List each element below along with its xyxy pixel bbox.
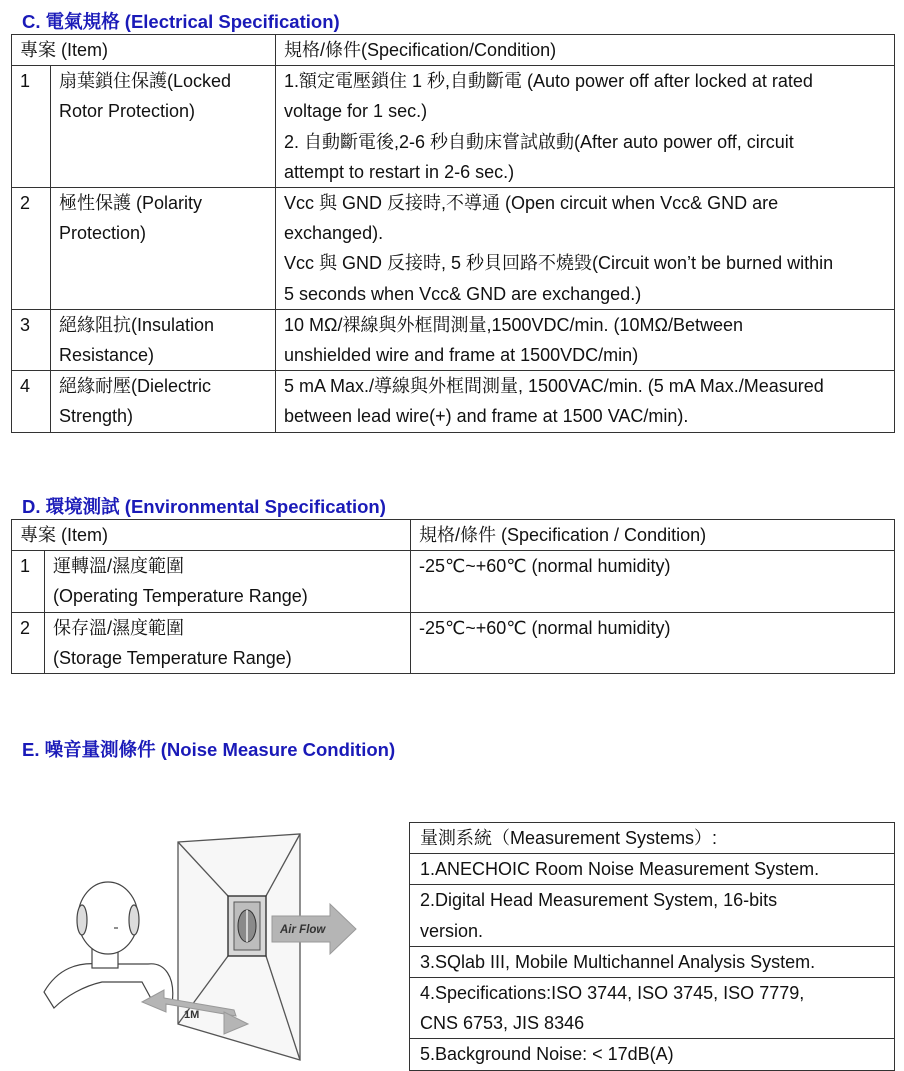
item-cell — [45, 551, 411, 612]
item-line: Protection) — [59, 223, 147, 244]
header-item: 專案 (Item) — [12, 35, 276, 66]
row-number: 3 — [12, 309, 51, 370]
fan-icon — [228, 896, 266, 956]
item-cell — [51, 66, 276, 188]
table-row — [12, 188, 895, 310]
item-line: 保存溫/濕度範圍 — [53, 617, 185, 638]
header-spec: 規格/條件(Specification/Condition) — [276, 35, 895, 66]
table-row — [410, 1039, 895, 1070]
system-item: 3.SQlab III, Mobile Multichannel Analysis System. — [410, 946, 895, 977]
system-line: CNS 6753, JIS 8346 — [420, 1013, 585, 1034]
table-row — [410, 823, 895, 854]
spec-line: 5 seconds when Vcc& GND are exchanged.) — [284, 283, 642, 304]
system-line: 2.Digital Head Measurement System, 16-bits — [420, 890, 778, 911]
spec-line: between lead wire(+) and frame at 1500 VAC/min). — [284, 406, 689, 427]
item-line: Rotor Protection) — [59, 101, 196, 122]
table-row — [410, 885, 895, 946]
item-line: (Storage Temperature Range) — [53, 647, 292, 668]
table-row — [410, 978, 895, 1039]
system-item: 1.ANECHOIC Room Noise Measurement System. — [410, 854, 895, 885]
spec-line: 1.額定電壓鎖住 1 秒,自動斷電 (Auto power off after locked at rated — [284, 71, 813, 92]
environmental-spec-table — [11, 519, 895, 674]
section-c-title: C. 電氣規格 (Electrical Specification) — [22, 11, 340, 32]
spec-line: 10 MΩ/裸線與外框間測量,1500VDC/min. (10MΩ/Between — [284, 314, 744, 335]
noise-measurement-diagram — [38, 828, 378, 1068]
header-item: 專案 (Item) — [12, 520, 411, 551]
table-header-row — [12, 35, 895, 66]
spec-line: exchanged). — [284, 223, 384, 244]
system-item — [410, 978, 895, 1039]
system-item — [410, 885, 895, 946]
table-row — [12, 551, 895, 612]
row-number: 2 — [12, 612, 45, 673]
system-item: 5.Background Noise: < 17dB(A) — [410, 1039, 895, 1070]
spec-cell — [276, 309, 895, 370]
spec-cell: -25℃~+60℃ (normal humidity) — [411, 612, 895, 673]
spec-line: 5 mA Max./導線與外框間測量, 1500VAC/min. (5 mA Max./Measured — [284, 376, 824, 397]
spec-line: voltage for 1 sec.) — [284, 101, 428, 122]
row-number: 4 — [12, 371, 51, 432]
item-line: Resistance) — [59, 345, 155, 366]
header-spec: 規格/條件 (Specification / Condition) — [411, 520, 895, 551]
item-line: 極性保護 (Polarity — [59, 193, 203, 214]
table-header-row — [12, 520, 895, 551]
table-row — [410, 854, 895, 885]
spec-cell: -25℃~+60℃ (normal humidity) — [411, 551, 895, 612]
distance-label: 1M — [184, 1009, 200, 1021]
head-figure-icon — [44, 882, 173, 1008]
system-line: 4.Specifications:ISO 3744, ISO 3745, ISO 7779, — [420, 983, 805, 1004]
spec-line: unshielded wire and frame at 1500VDC/min) — [284, 345, 639, 366]
item-cell — [51, 309, 276, 370]
item-line: (Operating Temperature Range) — [53, 586, 308, 607]
item-line: 運轉溫/濕度範圍 — [53, 556, 185, 577]
row-number: 1 — [12, 551, 45, 612]
spec-line: 2. 自動斷電後,2-6 秒自動床嘗試啟動(After auto power off, circuit — [284, 131, 794, 152]
table-row — [12, 66, 895, 188]
spec-line: Vcc 與 GND 反接時, 5 秒貝回路不燒毀(Circuit won’t be burned within — [284, 253, 834, 274]
spec-line: Vcc 與 GND 反接時,不導通 (Open circuit when Vcc& GND are — [284, 193, 779, 214]
table-row — [12, 612, 895, 673]
table-row — [12, 309, 895, 370]
spec-line: attempt to restart in 2-6 sec.) — [284, 161, 515, 182]
item-line: 扇葉鎖住保護(Locked — [59, 71, 232, 92]
systems-header: 量測系統（Measurement Systems）: — [410, 823, 895, 854]
item-cell — [51, 188, 276, 310]
spec-cell — [276, 371, 895, 432]
section-d-title: D. 環境測試 (Environmental Specification) — [22, 496, 386, 517]
spec-cell — [276, 188, 895, 310]
row-number: 2 — [12, 188, 51, 310]
table-row — [12, 371, 895, 432]
item-cell — [51, 371, 276, 432]
item-line: 絕緣耐壓(Dielectric — [59, 376, 212, 397]
airflow-label: Air Flow — [280, 924, 326, 936]
item-cell — [45, 612, 411, 673]
spec-cell — [276, 66, 895, 188]
system-line: version. — [420, 920, 484, 941]
electrical-spec-table — [11, 34, 895, 433]
measurement-systems-table — [409, 822, 895, 1071]
item-line: Strength) — [59, 406, 134, 427]
table-row — [410, 946, 895, 977]
row-number: 1 — [12, 66, 51, 188]
section-e-title: E. 噪音量測條件 (Noise Measure Condition) — [22, 739, 396, 760]
item-line: 絕緣阻抗(Insulation — [59, 314, 215, 335]
